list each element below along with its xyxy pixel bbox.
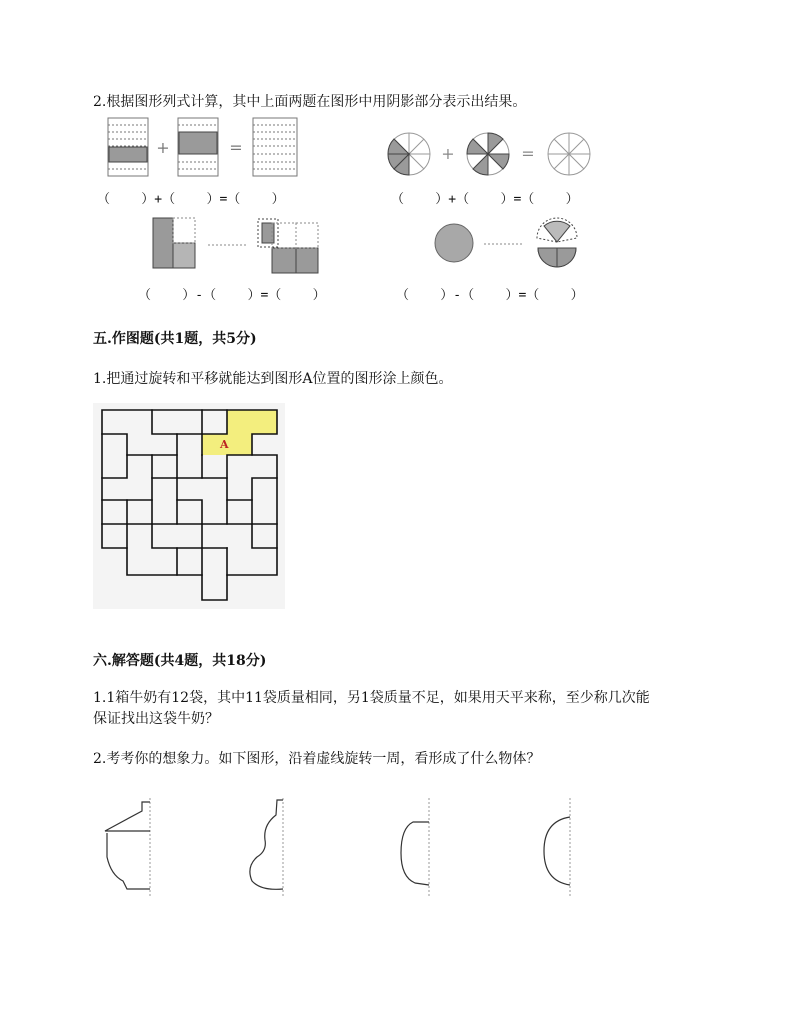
strip-diagram-addition — [100, 116, 310, 182]
equation-row1-left: （ ）+（ ）=（ ） — [97, 192, 285, 207]
section-6-heading: 六.解答题(共4题，共18分) — [93, 653, 267, 669]
section-6-question-1-line-1: 1.1箱牛奶有12袋，其中11袋质量相同，另1袋质量不足，如果用天平来称，至少称几次能 — [93, 690, 650, 706]
circle-diagram-subtraction — [432, 216, 592, 272]
tetromino-puzzle-grid — [93, 403, 285, 609]
pot-with-lid-shape — [105, 802, 150, 889]
shape-a-label[interactable]: A — [220, 438, 229, 451]
question-2-prompt: 2.根据图形列式计算，其中上面两题在图形中用阴影部分表示出结果。 — [93, 94, 527, 110]
half-circle-shape — [544, 817, 570, 885]
section-5-heading: 五.作图题(共1题，共5分) — [93, 331, 257, 347]
circle-diagram-addition — [385, 130, 595, 180]
gourd-shape — [250, 800, 283, 889]
rotation-figures — [95, 795, 595, 905]
equation-row2-left: （ ）-（ ）=（ ） — [138, 288, 326, 303]
equals-sign: = — [521, 144, 535, 163]
plus-sign: + — [441, 144, 455, 163]
plus-sign: + — [156, 138, 170, 157]
square-diagram-subtraction — [150, 215, 330, 277]
section-6-question-1-line-2: 保证找出这袋牛奶？ — [93, 711, 219, 727]
equation-row1-right: （ ）+（ ）=（ ） — [391, 192, 579, 207]
semicircle-shape — [401, 822, 429, 885]
section-6-question-2: 2.考考你的想象力。如下图形，沿着虚线旋转一周，看形成了什么物体？ — [93, 751, 541, 767]
section-5-question-1: 1.把通过旋转和平移就能达到图形A位置的图形涂上颜色。 — [93, 371, 453, 387]
equals-sign: = — [229, 138, 243, 157]
equation-row2-right: （ ）-（ ）=（ ） — [396, 288, 584, 303]
